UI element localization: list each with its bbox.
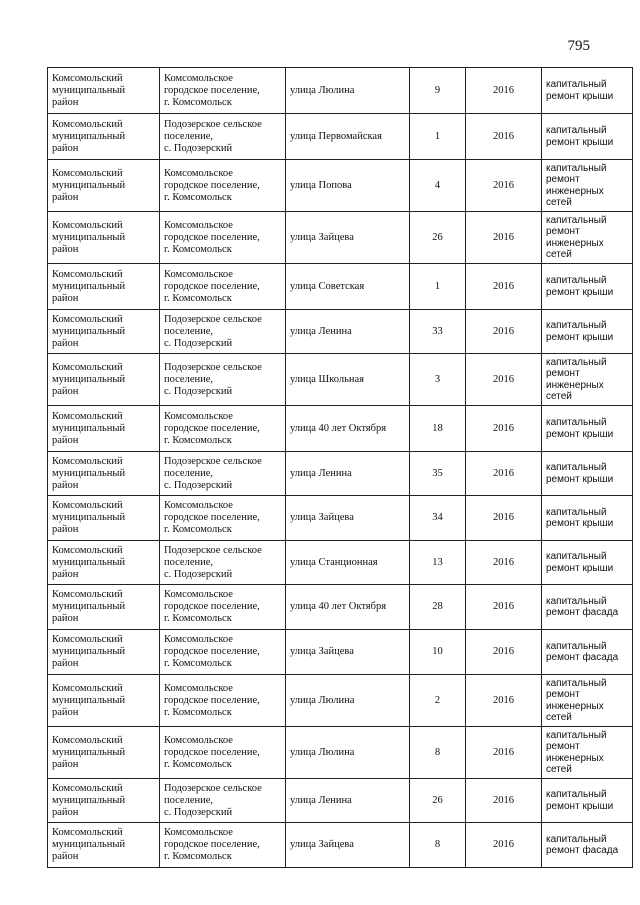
table-row <box>48 630 633 675</box>
house-number-cell: 3 <box>410 354 466 406</box>
district-cell: Комсомольский муниципальный район <box>48 823 160 868</box>
table-row <box>48 675 633 727</box>
house-number-cell: 33 <box>410 310 466 354</box>
street-cell: улица Первомайская <box>286 114 410 160</box>
year-cell: 2016 <box>466 160 542 212</box>
table-row <box>48 264 633 310</box>
table-row <box>48 779 633 823</box>
house-number-cell: 1 <box>410 264 466 310</box>
house-number-cell: 26 <box>410 779 466 823</box>
settlement-cell: Комсомольское городское поселение, г. Комсомольск <box>160 160 286 212</box>
table-row <box>48 541 633 585</box>
street-cell: улица 40 лет Октября <box>286 585 410 630</box>
district-cell: Комсомольский муниципальный район <box>48 585 160 630</box>
work-type-cell: капитальный ремонт фасада <box>542 585 633 630</box>
year-cell: 2016 <box>466 541 542 585</box>
settlement-cell: Подозерское сельское поселение, с. Подозерский <box>160 452 286 496</box>
house-number-cell: 1 <box>410 114 466 160</box>
year-cell: 2016 <box>466 406 542 452</box>
work-type-cell: капитальный ремонт инженерных сетей <box>542 675 633 727</box>
district-cell: Комсомольский муниципальный район <box>48 114 160 160</box>
house-number-cell: 9 <box>410 68 466 114</box>
street-cell: улица Зайцева <box>286 212 410 264</box>
street-cell: улица Ленина <box>286 452 410 496</box>
street-cell: улица Люлина <box>286 727 410 779</box>
work-type-cell: капитальный ремонт крыши <box>542 68 633 114</box>
district-cell: Комсомольский муниципальный район <box>48 264 160 310</box>
work-type-cell: капитальный ремонт крыши <box>542 779 633 823</box>
year-cell: 2016 <box>466 496 542 541</box>
work-type-cell: капитальный ремонт крыши <box>542 452 633 496</box>
district-cell: Комсомольский муниципальный район <box>48 727 160 779</box>
work-type-cell: капитальный ремонт инженерных сетей <box>542 160 633 212</box>
table-row <box>48 212 633 264</box>
table-row <box>48 727 633 779</box>
settlement-cell: Комсомольское городское поселение, г. Комсомольск <box>160 630 286 675</box>
district-cell: Комсомольский муниципальный район <box>48 541 160 585</box>
settlement-cell: Комсомольское городское поселение, г. Комсомольск <box>160 585 286 630</box>
district-cell: Комсомольский муниципальный район <box>48 630 160 675</box>
street-cell: улица Зайцева <box>286 823 410 868</box>
street-cell: улица Люлина <box>286 675 410 727</box>
work-type-cell: капитальный ремонт крыши <box>542 496 633 541</box>
settlement-cell: Комсомольское городское поселение, г. Комсомольск <box>160 212 286 264</box>
settlement-cell: Подозерское сельское поселение, с. Подозерский <box>160 354 286 406</box>
district-cell: Комсомольский муниципальный район <box>48 452 160 496</box>
district-cell: Комсомольский муниципальный район <box>48 496 160 541</box>
settlement-cell: Комсомольское городское поселение, г. Комсомольск <box>160 496 286 541</box>
street-cell: улица Люлина <box>286 68 410 114</box>
district-cell: Комсомольский муниципальный район <box>48 354 160 406</box>
year-cell: 2016 <box>466 310 542 354</box>
district-cell: Комсомольский муниципальный район <box>48 212 160 264</box>
work-type-cell: капитальный ремонт крыши <box>542 114 633 160</box>
district-cell: Комсомольский муниципальный район <box>48 406 160 452</box>
settlement-cell: Подозерское сельское поселение, с. Подозерский <box>160 310 286 354</box>
house-number-cell: 18 <box>410 406 466 452</box>
district-cell: Комсомольский муниципальный район <box>48 68 160 114</box>
work-type-cell: капитальный ремонт крыши <box>542 406 633 452</box>
year-cell: 2016 <box>466 675 542 727</box>
settlement-cell: Комсомольское городское поселение, г. Комсомольск <box>160 68 286 114</box>
table-row <box>48 823 633 868</box>
year-cell: 2016 <box>466 452 542 496</box>
street-cell: улица Советская <box>286 264 410 310</box>
street-cell: улица Зайцева <box>286 496 410 541</box>
house-number-cell: 34 <box>410 496 466 541</box>
settlement-cell: Подозерское сельское поселение, с. Подозерский <box>160 779 286 823</box>
house-number-cell: 35 <box>410 452 466 496</box>
district-cell: Комсомольский муниципальный район <box>48 160 160 212</box>
settlement-cell: Комсомольское городское поселение, г. Комсомольск <box>160 727 286 779</box>
year-cell: 2016 <box>466 779 542 823</box>
settlement-cell: Подозерское сельское поселение, с. Подозерский <box>160 114 286 160</box>
district-cell: Комсомольский муниципальный район <box>48 310 160 354</box>
table-row <box>48 452 633 496</box>
work-type-cell: капитальный ремонт крыши <box>542 310 633 354</box>
settlement-cell: Комсомольское городское поселение, г. Комсомольск <box>160 675 286 727</box>
year-cell: 2016 <box>466 212 542 264</box>
house-number-cell: 13 <box>410 541 466 585</box>
street-cell: улица Ленина <box>286 779 410 823</box>
house-number-cell: 28 <box>410 585 466 630</box>
year-cell: 2016 <box>466 264 542 310</box>
year-cell: 2016 <box>466 727 542 779</box>
street-cell: улица Станционная <box>286 541 410 585</box>
year-cell: 2016 <box>466 585 542 630</box>
table-row <box>48 585 633 630</box>
settlement-cell: Подозерское сельское поселение, с. Подозерский <box>160 541 286 585</box>
street-cell: улица 40 лет Октября <box>286 406 410 452</box>
work-type-cell: капитальный ремонт крыши <box>542 264 633 310</box>
table-row <box>48 354 633 406</box>
year-cell: 2016 <box>466 823 542 868</box>
house-number-cell: 8 <box>410 727 466 779</box>
work-type-cell: капитальный ремонт крыши <box>542 541 633 585</box>
house-number-cell: 2 <box>410 675 466 727</box>
year-cell: 2016 <box>466 630 542 675</box>
work-type-cell: капитальный ремонт инженерных сетей <box>542 354 633 406</box>
settlement-cell: Комсомольское городское поселение, г. Комсомольск <box>160 264 286 310</box>
work-type-cell: капитальный ремонт фасада <box>542 630 633 675</box>
settlement-cell: Комсомольское городское поселение, г. Комсомольск <box>160 823 286 868</box>
house-number-cell: 10 <box>410 630 466 675</box>
table-row <box>48 114 633 160</box>
street-cell: улица Ленина <box>286 310 410 354</box>
house-number-cell: 26 <box>410 212 466 264</box>
settlement-cell: Комсомольское городское поселение, г. Комсомольск <box>160 406 286 452</box>
work-type-cell: капитальный ремонт фасада <box>542 823 633 868</box>
year-cell: 2016 <box>466 114 542 160</box>
street-cell: улица Зайцева <box>286 630 410 675</box>
work-type-cell: капитальный ремонт инженерных сетей <box>542 727 633 779</box>
year-cell: 2016 <box>466 68 542 114</box>
year-cell: 2016 <box>466 354 542 406</box>
district-cell: Комсомольский муниципальный район <box>48 675 160 727</box>
table-row <box>48 496 633 541</box>
district-cell: Комсомольский муниципальный район <box>48 779 160 823</box>
table-row <box>48 406 633 452</box>
table-row <box>48 68 633 114</box>
table-body <box>48 68 633 868</box>
street-cell: улица Попова <box>286 160 410 212</box>
table-row <box>48 310 633 354</box>
house-number-cell: 4 <box>410 160 466 212</box>
page-number: 795 <box>567 38 590 54</box>
work-type-cell: капитальный ремонт инженерных сетей <box>542 212 633 264</box>
street-cell: улица Школьная <box>286 354 410 406</box>
table-row <box>48 160 633 212</box>
repair-registry-table <box>47 67 633 868</box>
house-number-cell: 8 <box>410 823 466 868</box>
